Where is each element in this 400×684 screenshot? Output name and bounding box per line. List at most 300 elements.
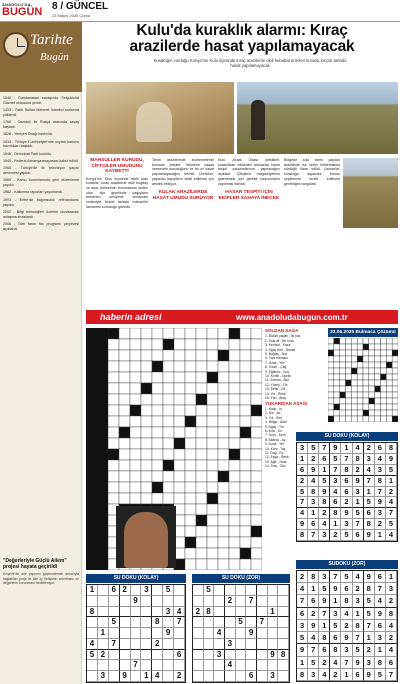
sudoku-cell — [204, 660, 215, 671]
crossword-cell — [240, 460, 251, 471]
solution-cell — [340, 416, 346, 422]
sudoku-cell — [109, 650, 120, 661]
sudoku-cell: 6 — [297, 465, 308, 476]
sudoku-cell: 9 — [353, 657, 364, 669]
sudoku-cell: 3 — [364, 454, 375, 465]
crossword-cell — [185, 328, 196, 339]
sudoku-cell: 7 — [246, 596, 257, 607]
crossword-cell — [207, 372, 218, 383]
crossword-cell — [240, 438, 251, 449]
crossword-cell — [108, 460, 119, 471]
solution-cell — [334, 386, 340, 392]
solution-cell — [375, 374, 381, 380]
logo-big-text: BUGÜN — [2, 6, 43, 18]
solution-cell — [328, 344, 334, 350]
crossword-cell — [251, 460, 262, 471]
sudoku-cell — [246, 607, 257, 618]
sudoku-cell: 4 — [375, 454, 386, 465]
solution-cell — [340, 344, 346, 350]
crossword-cell — [229, 449, 240, 460]
solution-cell — [381, 410, 387, 416]
crossword-cell — [185, 504, 196, 515]
history-events-list — [3, 96, 79, 234]
crossword-cell — [218, 504, 229, 515]
sidebar-article-title: "Değerleriyle Güçlü Ailem" projesi hayata geçirildi — [3, 558, 67, 570]
sudoku-cell — [141, 628, 152, 639]
column-1-text: Konya'nın Kulu ilçesinde etkili olan kuraklık, kıraç arazilerde ekili buğday ve arpa ürünlerinin kurumasına neden oldu. İlçe genelinde yağışların beklenen seviyede olmaması nedeniyle birçok tarlada mahsulün tamamen kuruduğu görüldü. — [86, 176, 148, 209]
crossword-cell — [185, 350, 196, 361]
bugun-title: Bugün — [40, 51, 69, 63]
history-event: 1946 - Demokrat Parti kuruldu. — [3, 151, 52, 156]
sudoku-cell — [225, 650, 236, 661]
sudoku-cell — [152, 596, 163, 607]
sudoku-cell — [141, 639, 152, 650]
solution-cell — [346, 338, 352, 344]
sudoku-cell — [214, 607, 225, 618]
solution-cell — [375, 404, 381, 410]
crossword-cell — [229, 372, 240, 383]
sudoku-cell: 6 — [174, 650, 185, 661]
sudoku-cell — [236, 607, 247, 618]
crossword-cell — [218, 537, 229, 548]
clue-item: 10- Kum - Taş — [265, 446, 286, 451]
crossword-cell — [141, 482, 152, 493]
sudoku-cell: 5 — [364, 608, 375, 620]
sudoku-cell: 4 — [297, 508, 308, 519]
sudoku-cell — [131, 639, 142, 650]
crossword-cell — [229, 339, 240, 350]
solution-cell — [357, 410, 363, 416]
crossword-cell — [185, 405, 196, 416]
crossword-cell — [119, 328, 130, 339]
crossword-cell — [108, 372, 119, 383]
solution-cell — [334, 410, 340, 416]
crossword-cell — [163, 350, 174, 361]
crossword-cell — [152, 438, 163, 449]
crossword-cell — [119, 383, 130, 394]
sudoku-cell: 1 — [341, 443, 352, 454]
crossword-cell — [240, 427, 251, 438]
sudoku-cell — [257, 650, 268, 661]
crossword-cell — [251, 361, 262, 372]
solution-cell — [346, 404, 352, 410]
crossword-cell — [152, 405, 163, 416]
sudoku-cell: 8 — [375, 657, 386, 669]
crossword-cell — [185, 339, 196, 350]
sudoku-cell: 6 — [308, 519, 319, 530]
sudoku-cell: 4 — [225, 660, 236, 671]
sudoku-cell: 6 — [308, 595, 319, 607]
crossword-cell — [240, 493, 251, 504]
sudoku-cell: 8 — [308, 487, 319, 498]
sudoku-cell: 8 — [330, 644, 341, 656]
solution-cell — [369, 374, 375, 380]
sudoku-cell: 4 — [364, 465, 375, 476]
article-column-4 — [284, 158, 340, 186]
crossword-photo — [116, 506, 176, 568]
sudoku-cell: 7 — [353, 519, 364, 530]
sudoku-cell: 7 — [341, 454, 352, 465]
solution-cell — [357, 362, 363, 368]
sudoku-cell: 6 — [246, 671, 257, 682]
sudoku-cell — [268, 639, 279, 650]
sudoku-cell: 7 — [131, 660, 142, 671]
solution-cell — [328, 404, 334, 410]
sudoku-cell: 2 — [152, 639, 163, 650]
solution-cell — [340, 362, 346, 368]
sudoku-cell — [141, 596, 152, 607]
clue-item: 11- Zaman - Akıl — [265, 378, 289, 383]
sudoku-cell: 6 — [386, 657, 397, 669]
crossword-cell — [119, 405, 130, 416]
sudoku-cell: 4 — [152, 671, 163, 682]
sudoku-cell: 6 — [341, 487, 352, 498]
sudoku-cell: 1 — [386, 571, 397, 583]
sudoku-cell — [246, 650, 257, 661]
sudoku-cell: 9 — [330, 443, 341, 454]
sudoku-cell — [120, 607, 131, 618]
sudoku-cell: 4 — [308, 632, 319, 644]
solution-cell — [351, 344, 357, 350]
sudoku-cell: 2 — [225, 596, 236, 607]
solution-cell — [375, 338, 381, 344]
sudoku-cell — [257, 660, 268, 671]
sudoku-cell — [278, 639, 289, 650]
sudoku-cell: 9 — [319, 595, 330, 607]
crossword-cell — [251, 350, 262, 361]
crossword-cell — [251, 438, 262, 449]
sudoku-cell — [131, 650, 142, 661]
crossword-cell — [207, 416, 218, 427]
sudoku-cell: 5 — [330, 620, 341, 632]
solution-cell — [381, 380, 387, 386]
sudoku-cell: 9 — [308, 620, 319, 632]
crossword-cell — [240, 372, 251, 383]
solution-cell — [386, 350, 392, 356]
crossword-cell — [207, 328, 218, 339]
solution-cell — [363, 392, 369, 398]
crossword-cell — [108, 350, 119, 361]
solution-cell — [369, 416, 375, 422]
solution-cell — [328, 410, 334, 416]
solution-cell — [328, 338, 334, 344]
solution-cell — [386, 368, 392, 374]
solution-cell — [328, 368, 334, 374]
crossword-cell — [163, 328, 174, 339]
sudoku-cell — [225, 585, 236, 596]
solution-cell — [346, 398, 352, 404]
solution-cell — [357, 356, 363, 362]
clue-item: 6- Kıta - Su — [265, 428, 282, 433]
solution-cell — [340, 380, 346, 386]
solution-cell — [381, 350, 387, 356]
sudoku-cell: 5 — [341, 571, 352, 583]
sudoku-cell — [87, 660, 98, 671]
sudoku-cell: 9 — [353, 476, 364, 487]
solution-cell — [346, 416, 352, 422]
sudoku-cell — [257, 628, 268, 639]
crossword-cell — [185, 383, 196, 394]
sudoku-cell — [268, 596, 279, 607]
solution-cell — [363, 410, 369, 416]
crossword-cell — [152, 460, 163, 471]
sudoku-cell — [278, 596, 289, 607]
solution-cell — [328, 386, 334, 392]
crossword-cell — [174, 449, 185, 460]
solution-cell — [351, 398, 357, 404]
sudoku-cell: 2 — [174, 671, 185, 682]
history-event: 1934 - Türkiye Cumhuriyeti'nde soyadı kanunu hazırlıkları başladı. — [3, 139, 79, 149]
crossword-cell — [196, 383, 207, 394]
solution-cell — [328, 350, 334, 356]
sudoku-cell — [163, 660, 174, 671]
solution-cell — [357, 368, 363, 374]
logo — [2, 2, 48, 18]
crossword-cell — [251, 482, 262, 493]
clue-item: 14- Sıra - Gün — [265, 464, 286, 469]
solution-cell — [328, 392, 334, 398]
crossword-cell — [174, 460, 185, 471]
solution-cell — [346, 356, 352, 362]
sudoku-cell: 6 — [353, 530, 364, 541]
sudoku-cell: 8 — [204, 607, 215, 618]
solution-cell — [346, 392, 352, 398]
solution-cell — [386, 344, 392, 350]
clue-item: 1- Kalıp - İş — [265, 406, 282, 411]
crossword-cell — [251, 328, 262, 339]
sudoku-cell — [163, 617, 174, 628]
solution-cell — [351, 404, 357, 410]
solution-cell — [351, 374, 357, 380]
crossword-cell — [174, 328, 185, 339]
crossword-cell — [196, 482, 207, 493]
sudoku-cell: 3 — [330, 476, 341, 487]
solution-cell — [346, 410, 352, 416]
sudoku-cell: 5 — [308, 657, 319, 669]
crossword-cell — [251, 559, 262, 570]
crossword-cell — [229, 471, 240, 482]
crossword-cell — [174, 493, 185, 504]
crossword-cell — [152, 383, 163, 394]
solution-cell — [386, 362, 392, 368]
crossword-cell — [119, 361, 130, 372]
crossword-cell — [163, 405, 174, 416]
sudoku-cell: 3 — [375, 465, 386, 476]
sudoku-cell: 2 — [353, 465, 364, 476]
sudoku-cell — [98, 639, 109, 650]
sudoku-cell: 3 — [141, 585, 152, 596]
sudoku-cell: 1 — [341, 669, 352, 681]
crossword-cell — [196, 559, 207, 570]
solution-cell — [375, 398, 381, 404]
sudoku-cell — [174, 639, 185, 650]
crossword-cell — [196, 350, 207, 361]
crossword-cell — [130, 471, 141, 482]
solution-cell — [334, 338, 340, 344]
sudoku-cell — [120, 650, 131, 661]
crossword-cell — [185, 449, 196, 460]
crossword-cell — [218, 405, 229, 416]
solution-cell — [328, 398, 334, 404]
sudoku-cell — [120, 628, 131, 639]
crossword-cell — [240, 449, 251, 460]
sudoku-cell: 6 — [330, 632, 341, 644]
solution-cell — [340, 350, 346, 356]
sudoku-cell — [109, 607, 120, 618]
sudoku-cell: 2 — [330, 530, 341, 541]
crossword-cell — [240, 350, 251, 361]
crossword-cell — [251, 427, 262, 438]
crossword-cell — [196, 515, 207, 526]
crossword-cell — [152, 416, 163, 427]
crossword-cell — [196, 339, 207, 350]
solution-cell — [381, 386, 387, 392]
clue-item: 2- Eski dil - Bir nota — [265, 338, 294, 343]
sudoku-cell: 8 — [152, 617, 163, 628]
sudoku-cell — [120, 596, 131, 607]
sudoku-cell: 1 — [87, 585, 98, 596]
crossword-cell — [207, 394, 218, 405]
solution-cell — [392, 362, 398, 368]
wheat-hands-photo — [86, 82, 234, 154]
solution-cell — [357, 338, 363, 344]
sudoku-cell — [193, 639, 204, 650]
clues-across-title: SOLDAN SAĞA — [265, 328, 299, 333]
crossword-solution-title: 22.05.2025 Bulmaca Çözümü — [328, 328, 398, 337]
solution-cell — [392, 380, 398, 386]
sudoku-cell: 8 — [375, 476, 386, 487]
crossword-cell — [251, 526, 262, 537]
sudoku-cell — [246, 639, 257, 650]
sudoku-cell: 5 — [375, 669, 386, 681]
crossword-cell — [163, 372, 174, 383]
sudoku-cell — [236, 660, 247, 671]
sudoku-cell — [278, 628, 289, 639]
sudoku-cell — [87, 596, 98, 607]
sudoku-cell: 4 — [214, 628, 225, 639]
sudoku-cell: 6 — [341, 583, 352, 595]
sudoku-cell — [193, 596, 204, 607]
sudoku-cell — [236, 585, 247, 596]
crossword-cell — [141, 383, 152, 394]
solution-cell — [357, 374, 363, 380]
sudoku-cell: 1 — [268, 607, 279, 618]
solution-cell — [392, 338, 398, 344]
solution-cell — [392, 410, 398, 416]
crossword-cell — [251, 537, 262, 548]
sudoku-cell: 2 — [353, 583, 364, 595]
crossword-cell — [119, 460, 130, 471]
sudoku-cell: 7 — [297, 595, 308, 607]
sudoku-cell: 8 — [297, 669, 308, 681]
crossword-cell — [130, 361, 141, 372]
crossword-cell — [174, 405, 185, 416]
solution-cell — [334, 416, 340, 422]
sudoku-cell — [214, 671, 225, 682]
headline-line-2: arazilerde hasat yapılamayacak — [129, 38, 355, 55]
solution-cell — [340, 404, 346, 410]
farmer-field-photo — [237, 82, 398, 154]
crossword-cell — [119, 482, 130, 493]
sudoku-cell: 4 — [386, 497, 397, 508]
solution-cell — [340, 410, 346, 416]
sudoku-cell — [214, 639, 225, 650]
sudoku-cell: 7 — [257, 617, 268, 628]
clue-item: 11- Dağ - Ev — [265, 450, 284, 455]
crossword-cell — [174, 339, 185, 350]
crossword-cell — [207, 339, 218, 350]
sudoku-cell — [131, 628, 142, 639]
solution-cell — [386, 404, 392, 410]
sudoku-cell: 8 — [364, 583, 375, 595]
solution-cell — [381, 404, 387, 410]
crossword-cell — [240, 394, 251, 405]
solution-cell — [369, 338, 375, 344]
crossword-cell — [130, 383, 141, 394]
solution-cell — [363, 374, 369, 380]
solution-cell — [392, 404, 398, 410]
solution-cell — [334, 344, 340, 350]
crossword-cell — [152, 339, 163, 350]
crossword-cell — [251, 383, 262, 394]
crossword-cell — [185, 372, 196, 383]
crossword-cell — [229, 526, 240, 537]
sudoku-cell — [214, 617, 225, 628]
crossword-cell — [218, 460, 229, 471]
crossword-cell — [141, 372, 152, 383]
sudoku-cell: 7 — [386, 508, 397, 519]
sudoku-cell: 3 — [364, 657, 375, 669]
article-column-1 — [86, 158, 148, 209]
sudoku-cell — [278, 671, 289, 682]
solution-cell — [392, 416, 398, 422]
solution-cell — [351, 392, 357, 398]
sudoku-cell: 9 — [375, 608, 386, 620]
sudoku-cell — [120, 639, 131, 650]
solution-cell — [351, 356, 357, 362]
sudoku-cell — [204, 639, 215, 650]
crossword-cell — [229, 438, 240, 449]
sudoku-cell: 1 — [364, 632, 375, 644]
sudoku-cell — [87, 617, 98, 628]
crossword-cell — [119, 350, 130, 361]
sudoku-cell: 8 — [353, 620, 364, 632]
crossword-cell — [240, 383, 251, 394]
sudoku-cell — [120, 660, 131, 671]
sudoku-cell — [109, 596, 120, 607]
sudoku-cell: 7 — [319, 608, 330, 620]
crossword-cell — [108, 339, 119, 350]
history-event: 1993 - Eritre'de bağımsızlık referandumu yapıldı. — [3, 197, 79, 207]
solution-cell — [386, 386, 392, 392]
crossword-cell — [130, 350, 141, 361]
crossword-cell — [207, 460, 218, 471]
solution-cell — [357, 416, 363, 422]
solution-cell — [334, 392, 340, 398]
sudoku-cell: 2 — [308, 454, 319, 465]
sudoku-cell — [204, 650, 215, 661]
crossword-cell — [196, 427, 207, 438]
sudoku-cell: 8 — [319, 497, 330, 508]
crossword-cell — [218, 559, 229, 570]
sudoku-cell: 6 — [375, 443, 386, 454]
clues-down-title: YUKARIDAN AŞAĞI — [265, 400, 308, 406]
crossword-cell — [174, 361, 185, 372]
solution-cell — [369, 404, 375, 410]
sudoku-cell: 9 — [341, 508, 352, 519]
crossword-cell — [196, 438, 207, 449]
crossword-cell — [141, 416, 152, 427]
